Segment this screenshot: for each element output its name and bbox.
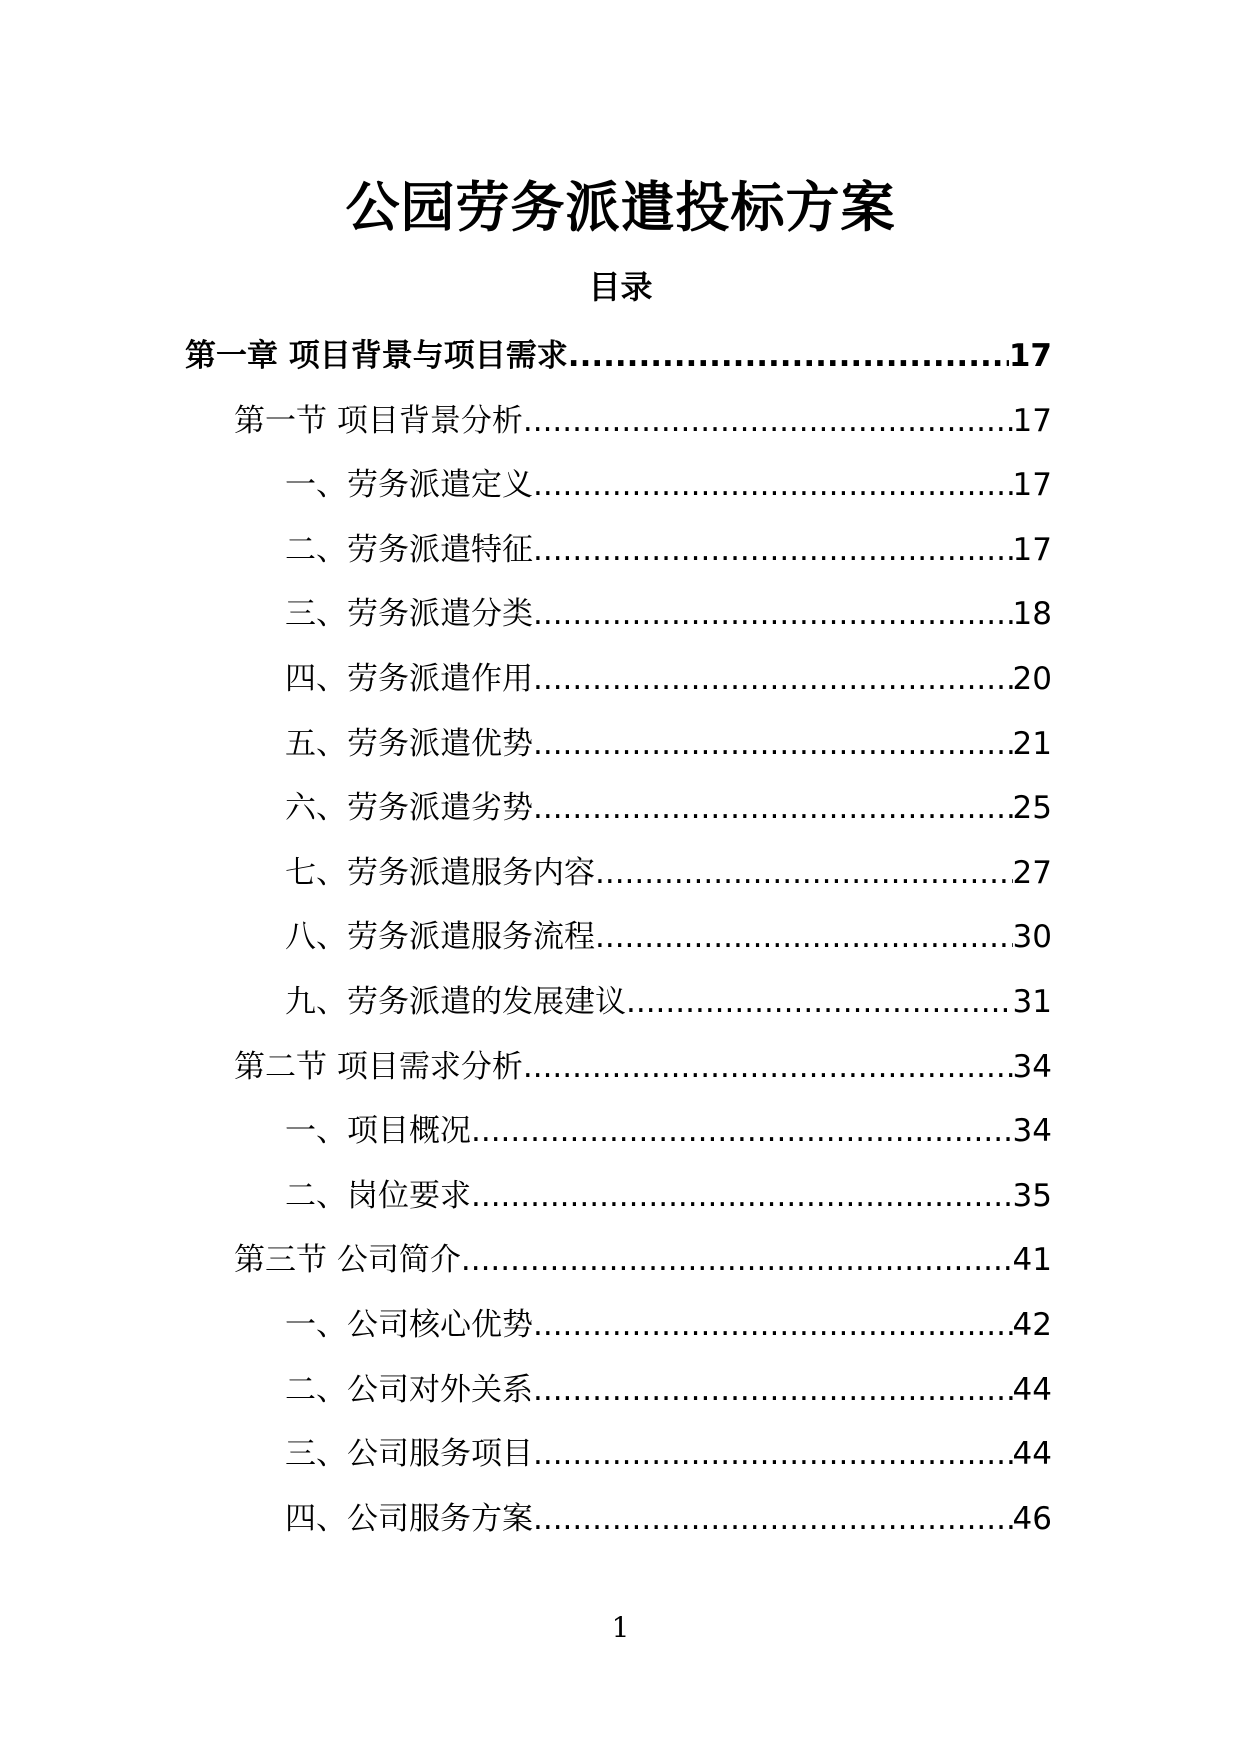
toc-entry-label: 二、劳务派遣特征 xyxy=(285,531,533,568)
toc-entry-chapter-1[interactable] xyxy=(185,328,1052,376)
toc-entry-section-2[interactable] xyxy=(234,1039,1052,1087)
toc-entry-page: 34 xyxy=(1012,1113,1052,1150)
toc-entry-subsection[interactable] xyxy=(285,909,1052,957)
toc-dot-leader xyxy=(533,465,1013,505)
toc-entry-subsection[interactable] xyxy=(285,1103,1052,1151)
toc-dot-leader xyxy=(471,1176,1013,1216)
toc-entry-page: 41 xyxy=(1012,1242,1052,1279)
toc-entry-page: 34 xyxy=(1012,1048,1052,1085)
toc-entry-label: 七、劳务派遣服务内容 xyxy=(285,854,595,891)
toc-dot-leader xyxy=(533,530,1013,570)
toc-entry-label: 五、劳务派遣优势 xyxy=(285,725,533,762)
toc-entry-label: 二、公司对外关系 xyxy=(285,1371,533,1408)
toc-entry-page: 30 xyxy=(1012,919,1052,956)
toc-entry-label: 四、劳务派遣作用 xyxy=(285,661,533,697)
toc-entry-subsection[interactable] xyxy=(285,845,1052,893)
toc-entry-page: 31 xyxy=(1012,984,1052,1020)
toc-entry-label: 九、劳务派遣的发展建议 xyxy=(285,984,626,1020)
toc-entry-subsection[interactable] xyxy=(285,586,1052,634)
toc-entry-label: 三、劳务派遣分类 xyxy=(285,596,533,633)
toc-entry-label: 第一章 项目背景与项目需求 xyxy=(185,338,568,374)
toc-dot-leader xyxy=(533,1305,1013,1345)
toc-entry-page: 17 xyxy=(1012,467,1052,504)
toc-entry-page: 44 xyxy=(1012,1371,1052,1408)
toc-heading: 目录 xyxy=(588,268,653,306)
toc-entry-page: 17 xyxy=(1008,338,1052,374)
toc-entry-subsection[interactable] xyxy=(285,1362,1052,1410)
toc-entry-subsection[interactable] xyxy=(285,651,1052,699)
toc-entry-label: 八、劳务派遣服务流程 xyxy=(285,919,595,956)
toc-entry-label: 一、劳务派遣定义 xyxy=(285,467,533,504)
toc-entry-subsection[interactable] xyxy=(285,780,1052,828)
toc-entry-label: 第二节 项目需求分析 xyxy=(234,1048,523,1085)
toc-dot-leader xyxy=(533,594,1013,634)
toc-entry-page: 20 xyxy=(1012,661,1052,697)
toc-entry-subsection[interactable] xyxy=(285,1426,1052,1474)
toc-entry-label: 第一节 项目背景分析 xyxy=(234,402,523,439)
toc-entry-page: 17 xyxy=(1012,531,1052,568)
toc-dot-leader xyxy=(533,659,1013,699)
toc-dot-leader xyxy=(533,1499,1013,1539)
toc-entry-page: 35 xyxy=(1012,1177,1052,1214)
toc-entry-page: 44 xyxy=(1012,1436,1052,1473)
toc-dot-leader xyxy=(626,982,1013,1022)
toc-entry-label: 第三节 公司简介 xyxy=(234,1242,461,1279)
toc-dot-leader xyxy=(568,336,1009,376)
toc-dot-leader xyxy=(523,401,1013,441)
toc-entry-page: 27 xyxy=(1012,854,1052,891)
toc-dot-leader xyxy=(595,853,1013,893)
toc-dot-leader xyxy=(461,1240,1013,1280)
toc-dot-leader xyxy=(533,1434,1013,1474)
toc-entry-label: 六、劳务派遣劣势 xyxy=(285,790,533,827)
toc-dot-leader xyxy=(533,1370,1013,1410)
toc-entry-label: 一、公司核心优势 xyxy=(285,1307,533,1343)
toc-entry-subsection[interactable] xyxy=(285,716,1052,764)
toc-dot-leader xyxy=(595,917,1013,957)
document-title: 公园劳务派遣投标方案 xyxy=(345,176,896,239)
toc-dot-leader xyxy=(533,788,1013,828)
toc-entry-page: 25 xyxy=(1012,790,1052,827)
toc-entry-page: 46 xyxy=(1012,1500,1052,1537)
toc-entry-label: 四、公司服务方案 xyxy=(285,1500,533,1537)
page-number: 1 xyxy=(611,1611,630,1644)
toc-dot-leader xyxy=(471,1111,1013,1151)
toc-entry-page: 42 xyxy=(1012,1307,1052,1343)
toc-entry-subsection[interactable] xyxy=(285,974,1052,1022)
toc-entry-label: 一、项目概况 xyxy=(285,1113,471,1150)
toc-entry-label: 二、岗位要求 xyxy=(285,1177,471,1214)
toc-entry-page: 17 xyxy=(1012,402,1052,439)
toc-dot-leader xyxy=(523,1047,1013,1087)
toc-entry-subsection[interactable] xyxy=(285,522,1052,570)
toc-entry-page: 21 xyxy=(1012,725,1052,762)
toc-entry-subsection[interactable] xyxy=(285,1297,1052,1345)
toc-dot-leader xyxy=(533,724,1013,764)
toc-entry-subsection[interactable] xyxy=(285,1491,1052,1539)
toc-entry-subsection[interactable] xyxy=(285,457,1052,505)
toc-entry-subsection[interactable] xyxy=(285,1168,1052,1216)
toc-entry-page: 18 xyxy=(1012,596,1052,633)
toc-entry-label: 三、公司服务项目 xyxy=(285,1436,533,1473)
toc-entry-section-1[interactable] xyxy=(234,393,1052,441)
toc-entry-section-3[interactable] xyxy=(234,1232,1052,1280)
